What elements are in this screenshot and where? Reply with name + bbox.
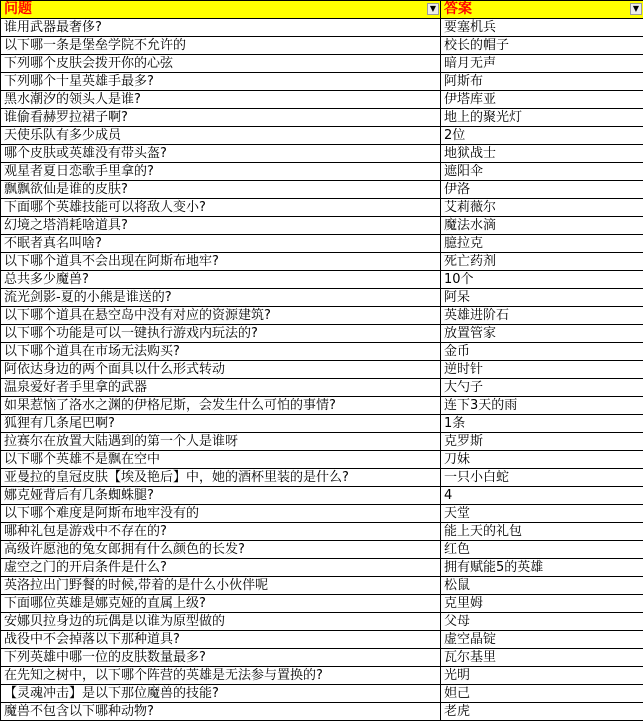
question-cell[interactable]: 谁偷看赫罗拉裙子啊? xyxy=(1,109,441,127)
answer-cell[interactable]: 红色 xyxy=(441,541,643,559)
table-row xyxy=(1,181,643,199)
answer-cell[interactable]: 克里姆 xyxy=(441,595,643,613)
question-cell[interactable]: 下面哪个英雄技能可以将敌人变小? xyxy=(1,199,441,217)
answer-cell[interactable]: 1条 xyxy=(441,415,643,433)
answer-cell[interactable]: 能上天的礼包 xyxy=(441,523,643,541)
question-cell[interactable]: 在先知之树中，以下哪个阵营的英雄是无法参与置换的? xyxy=(1,667,441,685)
table-row xyxy=(1,415,643,433)
table-row xyxy=(1,613,643,631)
answer-cell[interactable]: 4 xyxy=(441,487,643,505)
answer-cell[interactable]: 英雄进阶石 xyxy=(441,307,643,325)
answer-cell[interactable]: 虚空晶锭 xyxy=(441,631,643,649)
answer-cell[interactable]: 金币 xyxy=(441,343,643,361)
answer-column-header[interactable] xyxy=(441,1,643,19)
answer-cell[interactable]: 阿斯布 xyxy=(441,73,643,91)
question-cell[interactable]: 总共多少魔兽? xyxy=(1,271,441,289)
question-cell[interactable]: 哪个皮肤或英雄没有带头盔? xyxy=(1,145,441,163)
answer-cell[interactable]: 妲己 xyxy=(441,685,643,703)
answer-cell[interactable]: 大勺子 xyxy=(441,379,643,397)
answer-cell[interactable]: 连下3天的雨 xyxy=(441,397,643,415)
question-cell[interactable]: 下列哪个皮肤会拨开你的心弦 xyxy=(1,55,441,73)
question-cell[interactable]: 谁用武器最奢侈? xyxy=(1,19,441,37)
question-cell[interactable]: 英洛拉出门野餐的时候,带着的是什么小伙伴呢 xyxy=(1,577,441,595)
answer-cell[interactable]: 艾莉薇尔 xyxy=(441,199,643,217)
table-row xyxy=(1,73,643,91)
question-cell[interactable]: 下列哪个十星英雄手最多? xyxy=(1,73,441,91)
question-cell[interactable]: 狐狸有几条尾巴啊? xyxy=(1,415,441,433)
question-cell[interactable]: 阿依达身边的两个面具以什么形式转动 xyxy=(1,361,441,379)
answer-cell[interactable]: 地狱战士 xyxy=(441,145,643,163)
question-cell[interactable]: 幻境之塔消耗啥道具? xyxy=(1,217,441,235)
table-row xyxy=(1,55,643,73)
table-row xyxy=(1,685,643,703)
table-row xyxy=(1,325,643,343)
answer-cell[interactable]: 瓦尔基里 xyxy=(441,649,643,667)
header-row xyxy=(1,1,643,19)
table-row xyxy=(1,343,643,361)
question-cell[interactable]: 下面哪位英雄是娜克娅的直属上级? xyxy=(1,595,441,613)
answer-cell[interactable]: 放置管家 xyxy=(441,325,643,343)
table-row xyxy=(1,235,643,253)
question-cell[interactable]: 安娜贝拉身边的玩偶是以谁为原型做的 xyxy=(1,613,441,631)
question-cell[interactable]: 以下哪个英雄不是飘在空中 xyxy=(1,451,441,469)
question-cell[interactable]: 亚曼拉的皇冠皮肤【埃及艳后】中，她的酒杯里装的是什么? xyxy=(1,469,441,487)
table-row xyxy=(1,703,643,721)
question-cell[interactable]: 【灵魂冲击】是以下那位魔兽的技能? xyxy=(1,685,441,703)
table-row xyxy=(1,577,643,595)
answer-cell[interactable]: 校长的帽子 xyxy=(441,37,643,55)
question-cell[interactable]: 以下哪一条是堡垒学院不允许的 xyxy=(1,37,441,55)
table-row xyxy=(1,37,643,55)
table-row xyxy=(1,289,643,307)
answer-cell[interactable]: 松鼠 xyxy=(441,577,643,595)
answer-cell[interactable]: 逆时针 xyxy=(441,361,643,379)
table-row xyxy=(1,253,643,271)
table-row xyxy=(1,595,643,613)
question-cell[interactable]: 魔兽不包含以下哪种动物? xyxy=(1,703,441,721)
answer-cell[interactable]: 老虎 xyxy=(441,703,643,721)
answer-cell[interactable]: 刀妹 xyxy=(441,451,643,469)
table-row xyxy=(1,91,643,109)
question-cell[interactable]: 拉赛尔在放置大陆遇到的第一个人是谁呀 xyxy=(1,433,441,451)
answer-cell[interactable]: 魔法水滴 xyxy=(441,217,643,235)
question-cell[interactable]: 以下哪个道具在悬空岛中没有对应的资源建筑? xyxy=(1,307,441,325)
table-row xyxy=(1,19,643,37)
table-row xyxy=(1,631,643,649)
answer-cell[interactable]: 遮阳伞 xyxy=(441,163,643,181)
answer-cell[interactable]: 一只小白蛇 xyxy=(441,469,643,487)
table-row xyxy=(1,397,643,415)
question-cell[interactable]: 战役中不会掉落以下那种道具? xyxy=(1,631,441,649)
question-cell[interactable]: 不眠者真名叫啥? xyxy=(1,235,441,253)
question-cell[interactable]: 天使乐队有多少成员 xyxy=(1,127,441,145)
table-row xyxy=(1,271,643,289)
table-row xyxy=(1,307,643,325)
table-row xyxy=(1,163,643,181)
question-cell[interactable]: 娜克娅背后有几条蜘蛛腿? xyxy=(1,487,441,505)
question-cell[interactable]: 下列英雄中哪一位的皮肤数量最多? xyxy=(1,649,441,667)
answer-cell[interactable]: 伊洛 xyxy=(441,181,643,199)
question-cell[interactable]: 以下哪个道具在市场无法购买? xyxy=(1,343,441,361)
question-cell[interactable]: 飘飘欲仙是谁的皮肤? xyxy=(1,181,441,199)
table-row xyxy=(1,487,643,505)
table-row xyxy=(1,541,643,559)
answer-cell[interactable]: 死亡药剂 xyxy=(441,253,643,271)
table-row xyxy=(1,217,643,235)
dropdown-arrow-icon[interactable]: ▼ xyxy=(630,3,642,15)
question-cell[interactable]: 如果惹恼了洛水之渊的伊格尼斯，会发生什么可怕的事情? xyxy=(1,397,441,415)
question-cell[interactable]: 黑水潮汐的领头人是谁? xyxy=(1,91,441,109)
answer-cell[interactable]: 光明 xyxy=(441,667,643,685)
table-row xyxy=(1,361,643,379)
question-cell[interactable]: 以下哪个道具不会出现在阿斯布地牢? xyxy=(1,253,441,271)
question-cell[interactable]: 以下哪个难度是阿斯布地牢没有的 xyxy=(1,505,441,523)
answer-cell[interactable]: 10个 xyxy=(441,271,643,289)
question-header-label: 问题 xyxy=(4,1,32,17)
answer-cell[interactable]: 阿呆 xyxy=(441,289,643,307)
table-row xyxy=(1,523,643,541)
answer-cell[interactable]: 伊塔库亚 xyxy=(441,91,643,109)
table-row xyxy=(1,667,643,685)
answer-header-label: 答案 xyxy=(444,1,472,17)
table-row xyxy=(1,469,643,487)
answer-cell[interactable]: 地上的聚光灯 xyxy=(441,109,643,127)
dropdown-arrow-icon[interactable]: ▼ xyxy=(427,3,439,15)
table-row xyxy=(1,505,643,523)
table-row xyxy=(1,451,643,469)
table-row xyxy=(1,649,643,667)
answer-cell[interactable]: 天堂 xyxy=(441,505,643,523)
table-row xyxy=(1,559,643,577)
table-row xyxy=(1,199,643,217)
table-row xyxy=(1,145,643,163)
question-cell[interactable]: 温泉爱好者手里拿的武器 xyxy=(1,379,441,397)
question-cell[interactable]: 虚空之门的开启条件是什么? xyxy=(1,559,441,577)
question-column-header[interactable] xyxy=(1,1,441,19)
answer-cell[interactable]: 2位 xyxy=(441,127,643,145)
answer-cell[interactable]: 暗月无声 xyxy=(441,55,643,73)
question-cell[interactable]: 以下哪个功能是可以一键执行游戏内玩法的? xyxy=(1,325,441,343)
table-row xyxy=(1,433,643,451)
question-cell[interactable]: 观星者夏日恋歌手里拿的? xyxy=(1,163,441,181)
answer-cell[interactable]: 父母 xyxy=(441,613,643,631)
question-cell[interactable]: 流光剑影-夏的小熊是谁送的? xyxy=(1,289,441,307)
table-row xyxy=(1,127,643,145)
table-row xyxy=(1,379,643,397)
question-cell[interactable]: 高级许愿池的兔女郎拥有什么颜色的长发? xyxy=(1,541,441,559)
table-row xyxy=(1,109,643,127)
answer-cell[interactable]: 臆拉克 xyxy=(441,235,643,253)
answer-cell[interactable]: 要塞机兵 xyxy=(441,19,643,37)
question-cell[interactable]: 哪种礼包是游戏中不存在的? xyxy=(1,523,441,541)
answer-cell[interactable]: 克罗斯 xyxy=(441,433,643,451)
answer-cell[interactable]: 拥有赋能5的英雄 xyxy=(441,559,643,577)
